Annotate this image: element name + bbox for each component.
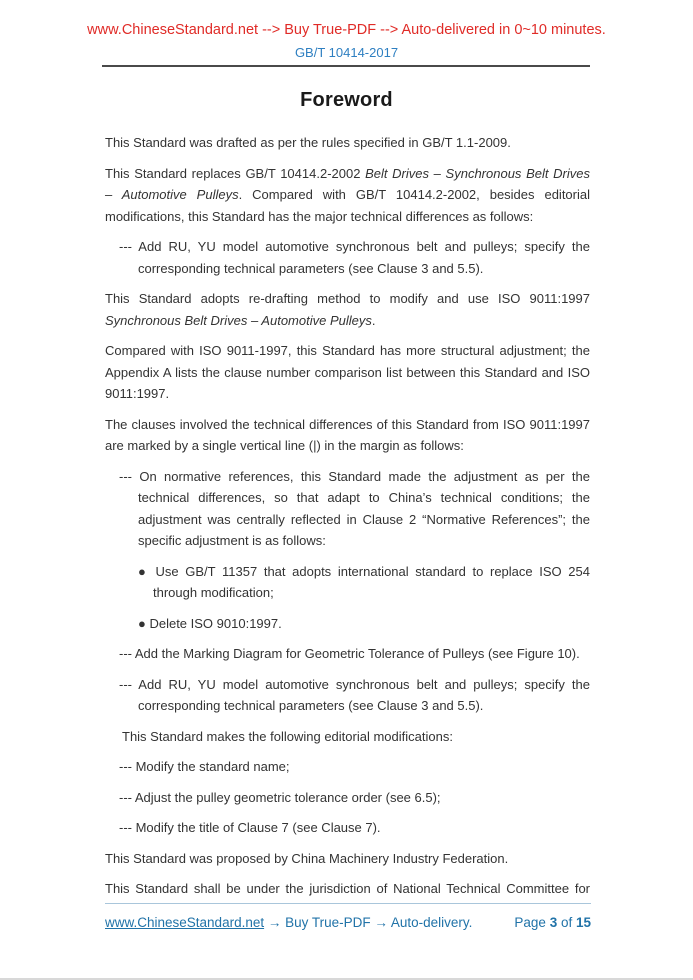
page-indicator-label: Page xyxy=(514,915,550,930)
document-body xyxy=(105,132,590,900)
paragraph: This Standard replaces GB/T 10414.2-2002 Belt Drives – Synchronous Belt Drives – Automotive Pulleys. Compared with GB/T 10414.2-2002, besides editorial modifications, this Standard has the major technical differences as follows: xyxy=(105,165,590,224)
paragraph: Compared with ISO 9011-1997, this Standard has more structural adjustment; the Appendix A lists the clause number comparison list between this Standard and ISO 9011:1997. xyxy=(105,343,590,401)
page-footer xyxy=(105,903,591,930)
header-rule xyxy=(102,65,590,67)
list-item-dash: --- Modify the title of Clause 7 (see Clause 7). xyxy=(119,820,381,835)
paragraph: This Standard makes the following editorial modifications: xyxy=(122,728,453,744)
list-item-dash: --- Add RU, YU model automotive synchronous belt and pulleys; specify the corresponding technical parameters (see Clause 3 and 5.5). xyxy=(119,239,590,276)
page-indicator-total: 15 xyxy=(575,915,591,930)
list-item-dash: --- Modify the standard name; xyxy=(119,759,290,774)
paragraph: This Standard was drafted as per the rules specified in GB/T 1.1-2009. xyxy=(105,135,511,150)
paragraph: The clauses involved the technical differences of this Standard from ISO 9011:1997 are marked by a single vertical line (|) in the margin as follows: xyxy=(105,416,590,453)
list-item-dash: --- Add RU, YU model automotive synchronous belt and pulleys; specify the corresponding technical parameters (see Clause 3 and 5.5). xyxy=(119,676,590,713)
paragraph: This Standard shall be under the jurisdiction of National Technical Committee for xyxy=(105,881,590,896)
paragraph: This Standard was proposed by China Machinery Industry Federation. xyxy=(105,850,509,866)
promo-banner: www.ChineseStandard.net --> Buy True-PDF --> Auto-delivered in 0~10 minutes. xyxy=(87,22,606,38)
list-item-dash: --- Add the Marking Diagram for Geometric Tolerance of Pulleys (see Figure 10). xyxy=(119,646,580,661)
list-item-dash: --- Adjust the pulley geometric tolerance order (see 6.5); xyxy=(119,789,441,805)
list-item-bullet: ● Delete ISO 9010:1997. xyxy=(138,615,282,631)
paragraph: This Standard adopts re-drafting method to modify and use ISO 9011:1997 Synchronous Belt Drives – Automotive Pulleys. xyxy=(105,291,590,328)
page-indicator-current: 3 xyxy=(549,915,558,930)
list-item-bullet: ● Use GB/T 11357 that adopts international standard to replace ISO 254 through modification; xyxy=(138,563,590,600)
page-indicator-of: of xyxy=(557,915,576,930)
page-indicator xyxy=(514,915,591,930)
footer-link[interactable]: www.ChineseStandard.net xyxy=(105,915,265,930)
footer-promo xyxy=(105,915,472,930)
footer-promo-tail: → Buy True-PDF → Auto-delivery. xyxy=(264,915,473,930)
list-item-dash: --- On normative references, this Standard made the adjustment as per the technical differences, so that adapt to China’s technical conditions; the adjustment was centrally reflected in Clause 2 “Normative References”; the specific adjustment is as follows: xyxy=(119,468,590,548)
page-title: Foreword xyxy=(300,89,393,111)
doc-number: GB/T 10414-2017 xyxy=(294,45,399,60)
